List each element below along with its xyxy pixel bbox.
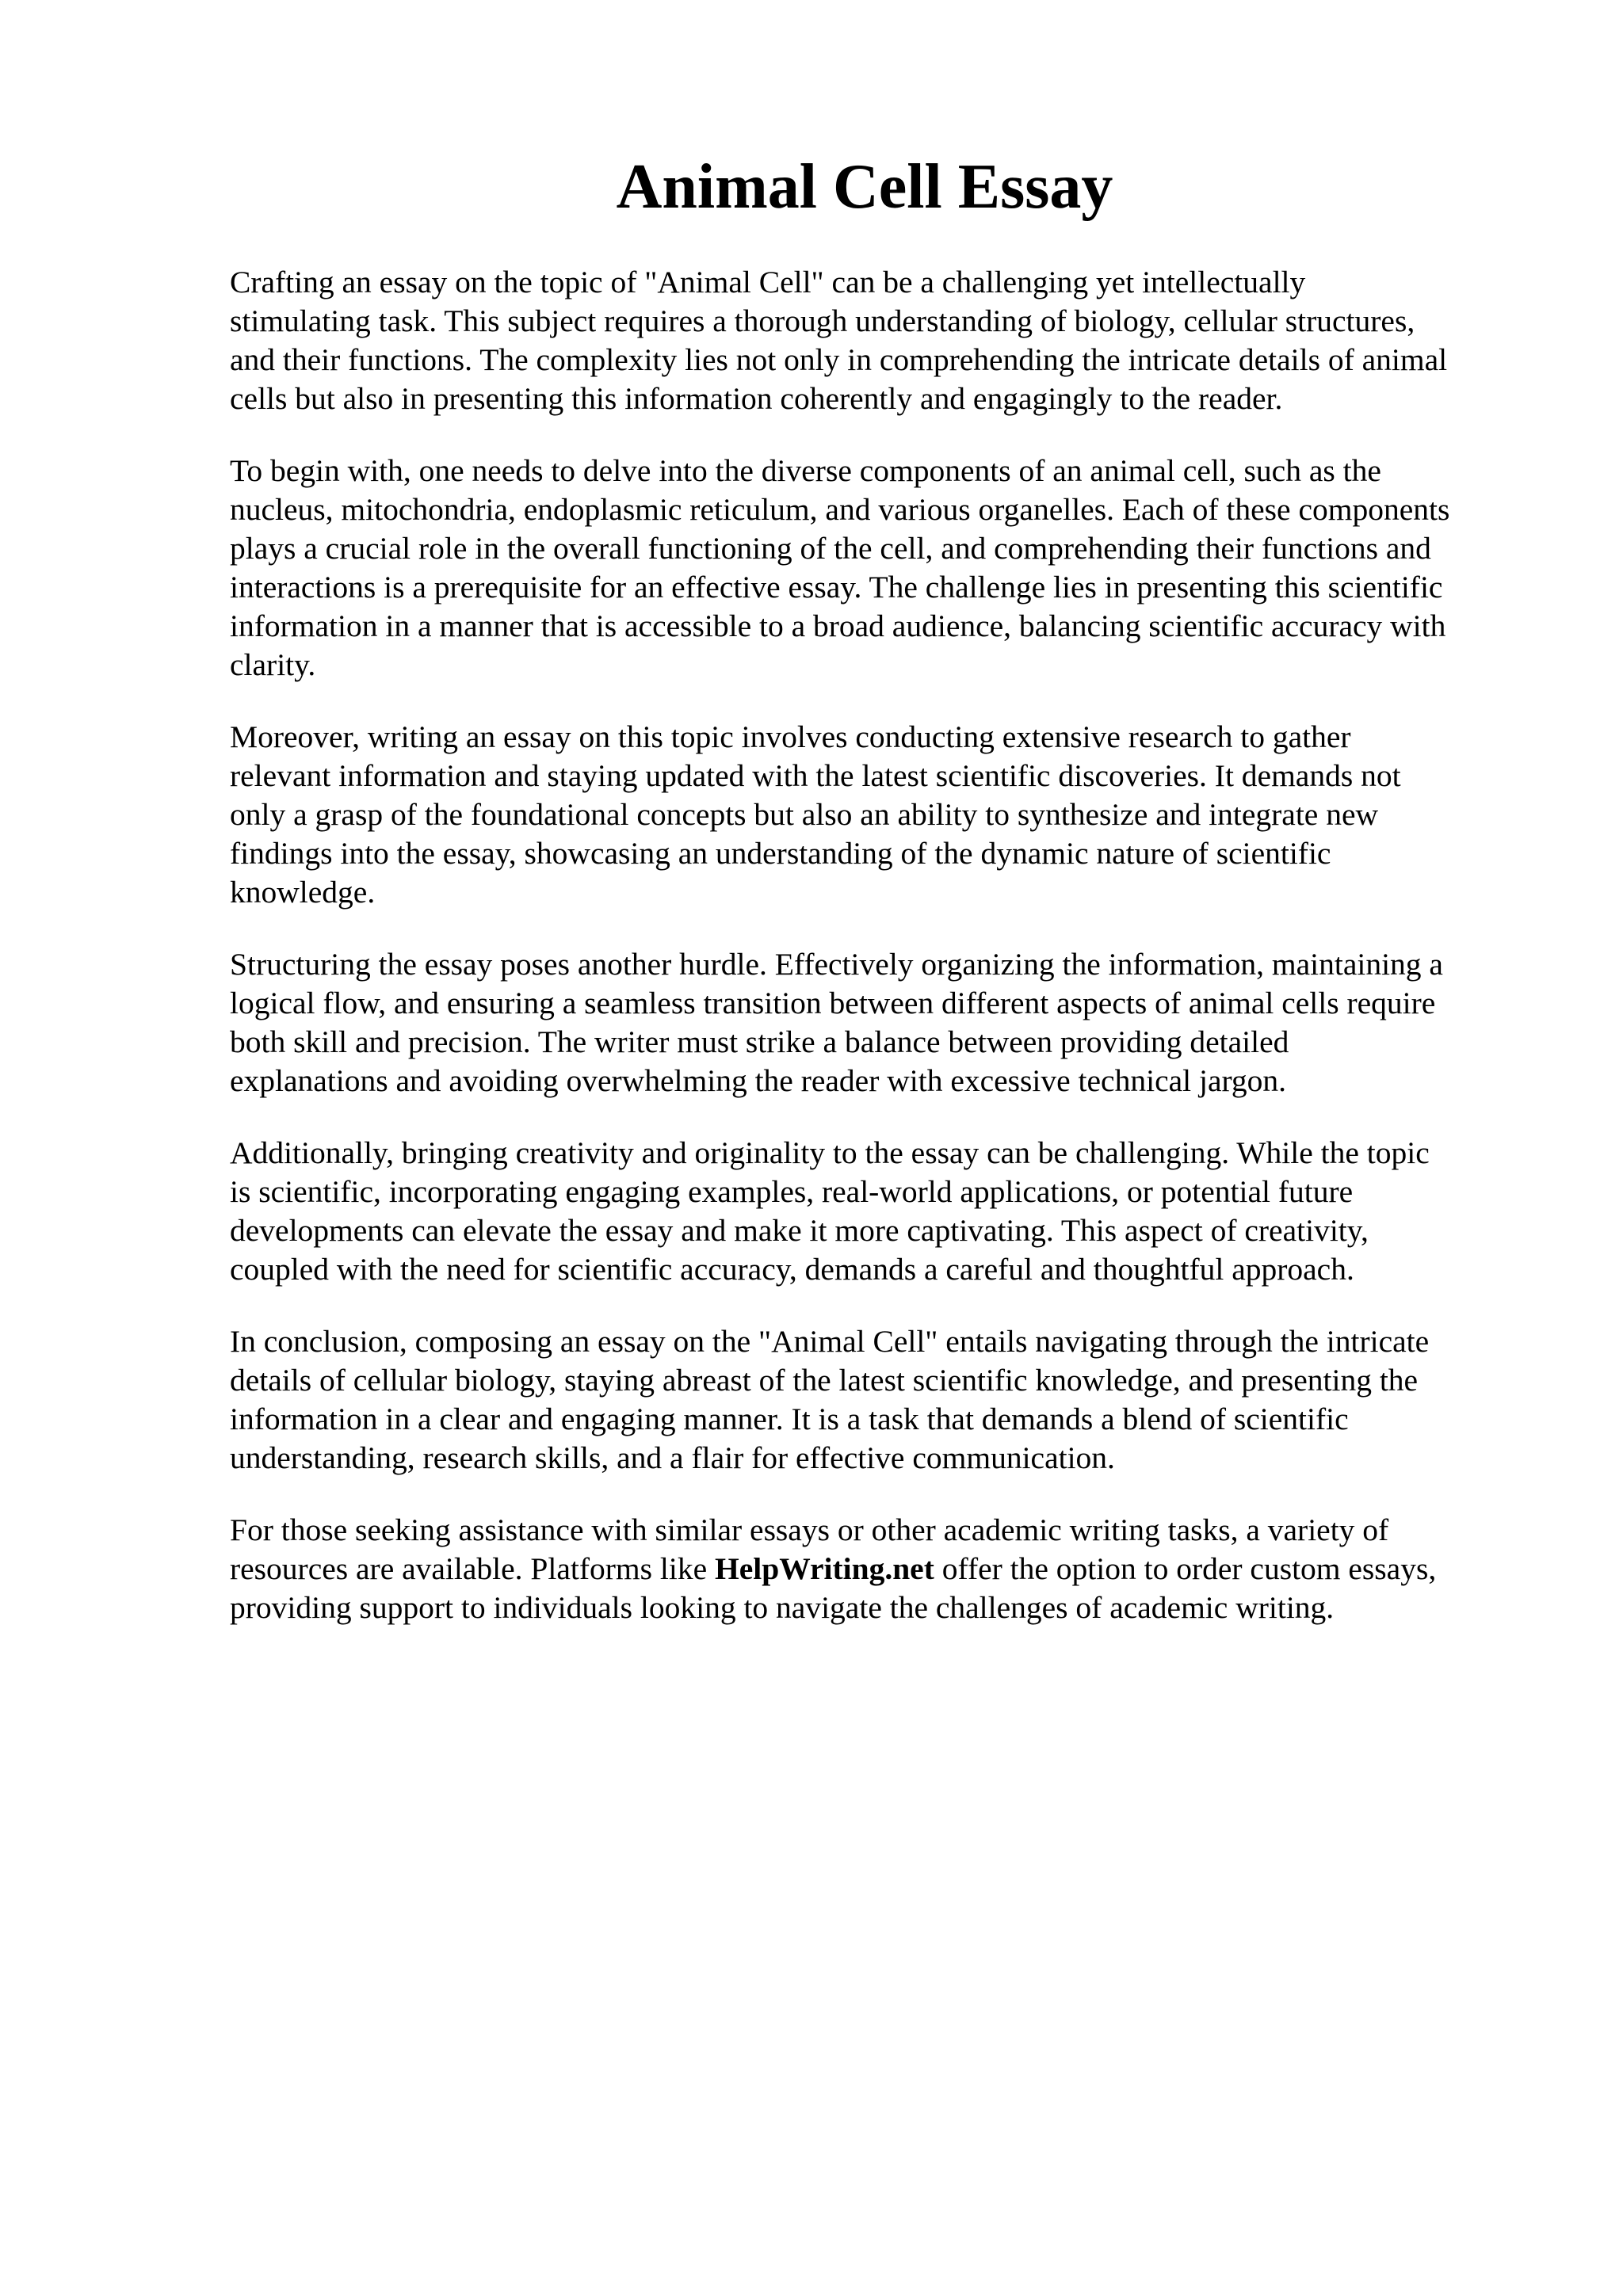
text-line: Moreover, writing an essay on this topic involves conducting extensive research to gather bbox=[230, 719, 1351, 754]
text-line: Crafting an essay on the topic of "Animal Cell" can be a challenging yet intellectually bbox=[230, 265, 1306, 299]
text-line: plays a crucial role in the overall functioning of the cell, and comprehending their functions and bbox=[230, 531, 1431, 566]
text-line: and their functions. The complexity lies not only in comprehending the intricate details of animal bbox=[230, 342, 1448, 377]
text-line: For those seeking assistance with similar essays or other academic writing tasks, a variety of bbox=[230, 1512, 1389, 1547]
text-line: details of cellular biology, staying abreast of the latest scientific knowledge, and presenting the bbox=[230, 1363, 1419, 1398]
text-line: findings into the essay, showcasing an understanding of the dynamic nature of scientific bbox=[230, 836, 1331, 871]
text-line: providing support to individuals looking to navigate the challenges of academic writing. bbox=[230, 1590, 1335, 1625]
text-segment: resources are available. Platforms like bbox=[230, 1551, 715, 1586]
text-line: logical flow, and ensuring a seamless transition between different aspects of animal cells require bbox=[230, 986, 1436, 1020]
text-line: interactions is a prerequisite for an effective essay. The challenge lies in presenting this scientific bbox=[230, 570, 1443, 605]
text-line: information in a manner that is accessible to a broad audience, balancing scientific accuracy with bbox=[230, 608, 1446, 643]
paragraph-research bbox=[230, 718, 1506, 912]
text-line: Additionally, bringing creativity and originality to the essay can be challenging. While the topic bbox=[230, 1135, 1430, 1170]
text-line: relevant information and staying updated with the latest scientific discoveries. It demands not bbox=[230, 758, 1401, 793]
text-line: clarity. bbox=[230, 647, 316, 682]
text-line: stimulating task. This subject requires a thorough understanding of biology, cellular structures, bbox=[230, 303, 1415, 338]
text-line: Structuring the essay poses another hurdle. Effectively organizing the information, maintaining a bbox=[230, 947, 1443, 982]
text-line: explanations and avoiding overwhelming the reader with excessive technical jargon. bbox=[230, 1063, 1287, 1098]
paragraph-closing bbox=[230, 1511, 1506, 1627]
text-line: is scientific, incorporating engaging examples, real-world applications, or potential future bbox=[230, 1174, 1354, 1209]
paragraph-components bbox=[230, 452, 1506, 685]
text-line: only a grasp of the foundational concepts but also an ability to synthesize and integrate new bbox=[230, 797, 1379, 832]
text-line: To begin with, one needs to delve into the diverse components of an animal cell, such as the bbox=[230, 453, 1381, 488]
text-line bbox=[230, 1550, 1506, 1589]
text-line: In conclusion, composing an essay on the "Animal Cell" entails navigating through the intricate bbox=[230, 1324, 1430, 1359]
text-line: nucleus, mitochondria, endoplasmic reticulum, and various organelles. Each of these components bbox=[230, 492, 1450, 527]
text-line: developments can elevate the essay and make it more captivating. This aspect of creativity, bbox=[230, 1213, 1369, 1248]
text-line: information in a clear and engaging manner. It is a task that demands a blend of scientific bbox=[230, 1402, 1349, 1436]
paragraph-conclusion bbox=[230, 1322, 1506, 1478]
text-line: cells but also in presenting this information coherently and engagingly to the reader. bbox=[230, 381, 1283, 416]
paragraph-intro bbox=[230, 263, 1506, 418]
text-line: knowledge. bbox=[230, 875, 376, 910]
text-line: both skill and precision. The writer must strike a balance between providing detailed bbox=[230, 1024, 1289, 1059]
helpwriting-link[interactable]: HelpWriting.net bbox=[715, 1551, 934, 1586]
text-line: coupled with the need for scientific accuracy, demands a careful and thoughtful approach. bbox=[230, 1252, 1354, 1287]
paragraph-creativity bbox=[230, 1134, 1506, 1289]
essay-body bbox=[230, 263, 1506, 1661]
text-line: understanding, research skills, and a flair for effective communication. bbox=[230, 1440, 1115, 1475]
paragraph-structure bbox=[230, 945, 1506, 1100]
page-title: Animal Cell Essay bbox=[616, 152, 1113, 222]
text-segment: offer the option to order custom essays, bbox=[934, 1551, 1437, 1586]
